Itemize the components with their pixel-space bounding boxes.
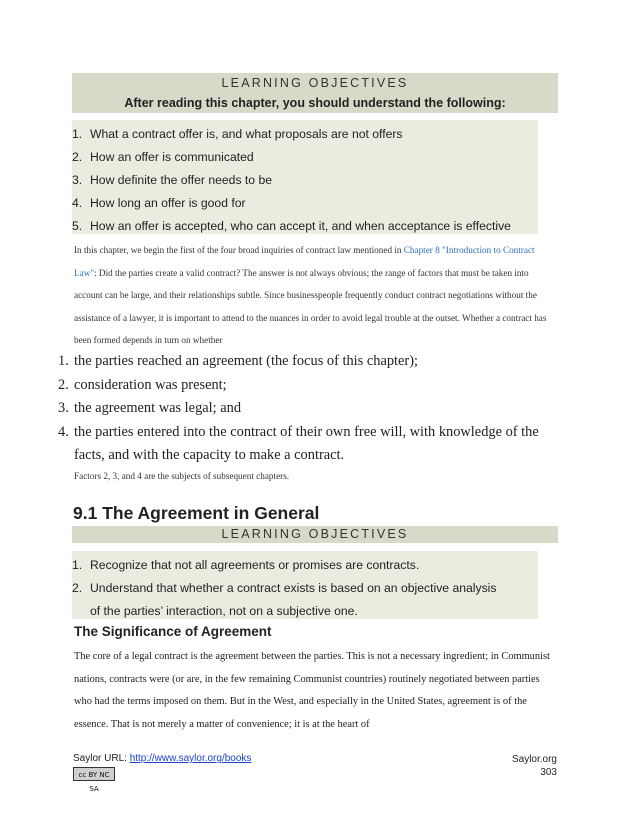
footer-page-info [512, 753, 557, 779]
learning-objectives-subtitle: After reading this chapter, you should understand the following: [124, 96, 506, 110]
list-item: 2. consideration was present; [58, 376, 227, 393]
footer-site: Saylor.org [511, 754, 557, 765]
chapter-8-link[interactable]: Chapter 8 "Introduction to Contract Law" [74, 245, 535, 278]
learning-objectives-box: 1. Recognize that not all agreements or promises are contracts. 2. Understand that whether a contract exists is based on an objective analysis of the parties’ interaction, not on a subjective one. [72, 551, 538, 619]
learning-objectives-title: LEARNING OBJECTIVES [221, 527, 409, 541]
factors-list [58, 350, 558, 468]
learning-objectives-box: 1. What a contract offer is, and what proposals are not offers 2. How an offer is communicated 3. How definite the offer needs to be 4. How long an offer is good for 5. How an offer is accepted, who can accept it, and when acceptance is effective [72, 120, 538, 234]
subsection-heading: The Significance of Agreement [74, 624, 272, 639]
list-item: 1. the parties reached an agreement (the focus of this chapter); [58, 353, 419, 369]
significance-paragraph: The core of a legal contract is the agreement between the parties. This is not a necessary ingredient; in Communist nations, contracts were (or are, in the few remaining Communist countries) routinely negotiated between parties who had the terms imposed on them. But in the West, and especially in the United States, agreement is of the essence. That is not merely a matter of convenience; it is at the heart of [74, 651, 550, 730]
list-item: 2. Understand that whether a contract exists is based on an objective analysis of the parties’ interaction, not on a subjective one. [72, 581, 497, 618]
saylor-books-link[interactable]: http://www.saylor.org/books [129, 753, 252, 764]
footer-url: Saylor URL: http://www.saylor.org/books [73, 753, 252, 764]
page-number: 303 [540, 767, 557, 778]
learning-objectives-header [72, 526, 558, 543]
list-item: 3. the agreement was legal; and [58, 400, 242, 416]
creative-commons-badge: cc BY NC SA [73, 767, 115, 781]
list-item: 4. the parties entered into the contract of their own free will, with knowledge of the facts, and with the capacity to make a contract. [58, 423, 539, 463]
learning-objectives-title: LEARNING OBJECTIVES [221, 76, 409, 90]
section-heading: 9.1 The Agreement in General [73, 503, 320, 523]
learning-objectives-header [72, 73, 558, 113]
intro-paragraph: In this chapter, we begin the first of the four broad inquiries of contract law mentioned in Chapter 8 "Introduction to Contract Law": Did the parties create a valid contract? The answer is not always obvious; the range of factors that must be taken into account can be large, and their relationships subtle. Since businesspeople frequently conduct contract negotiations without the assistance of a lawyer, it is important to attend to the nuances in order to avoid legal trouble at the outset. Whether a contract has been formed depends in turn on whether [74, 245, 547, 346]
factors-note: Factors 2, 3, and 4 are the subjects of subsequent chapters. [74, 471, 290, 481]
